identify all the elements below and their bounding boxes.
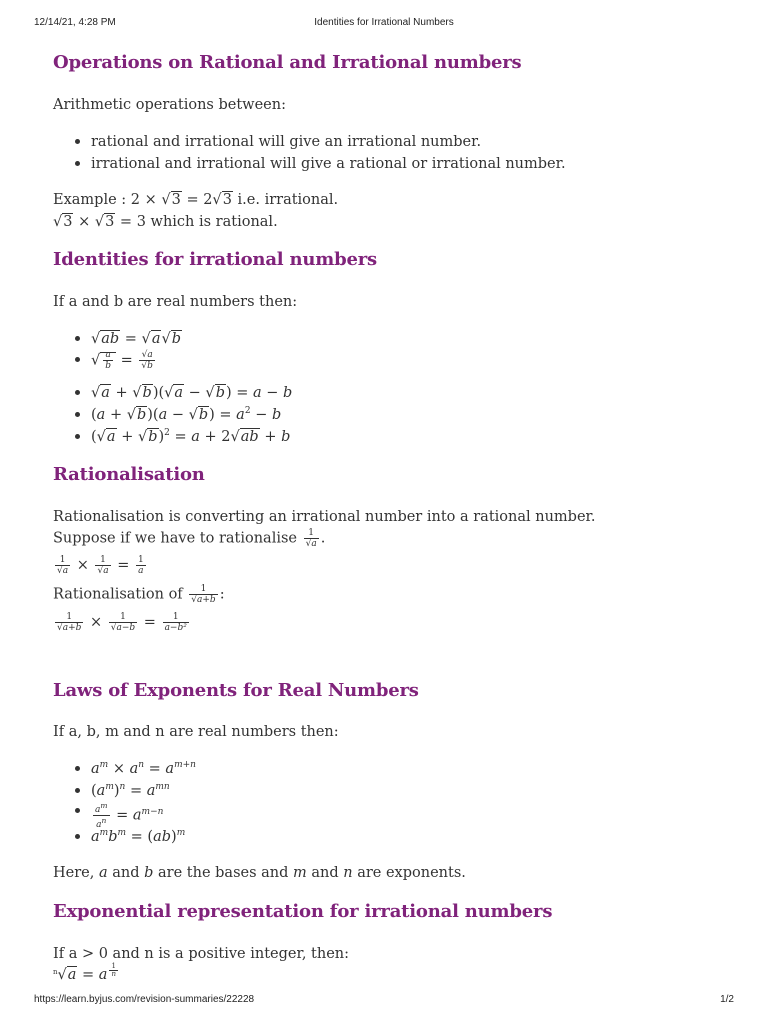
list-item: rational and irrational will give an irrational number. (91, 132, 481, 152)
exponential-formula: $^n$√a = a $^{\frac{1}{n}}$ (53, 962, 116, 983)
identities-intro: If a and b are real numbers then: (53, 294, 298, 310)
identity-formula: √ $\frac{a}{b}$ = $\frac{√a}{√b}$ (91, 350, 157, 371)
bullet-dot (75, 161, 80, 166)
exponential-intro: If a > 0 and n is a positive integer, then: (53, 946, 350, 962)
operations-intro: Arithmetic operations between: (53, 97, 286, 113)
rationalisation-formula-2: $\frac{1}{√a+b}$ × $\frac{1}{√a-b}$ = $\frac{1}{\text{a−b²}}$ (57, 612, 187, 633)
exponent-law: $\frac{a^m}{a^n}$ = $a^{m-n}$ (91, 801, 163, 830)
bullet-dot (75, 139, 80, 144)
heading-rationalisation: Rationalisation (53, 464, 205, 485)
list-item: irrational and irrational will give a rational or irrational number. (91, 154, 566, 174)
rationalisation-suppose: Suppose if we have to rationalise $\frac{1}{√a}$ . (53, 528, 326, 549)
exponent-law: $a^mb^m = (ab)^m$ (91, 827, 185, 849)
print-footer (34, 994, 734, 1008)
identity-formula: $(√a + √b)^2 = a + 2√ab + b$ (91, 427, 290, 449)
heading-exponents: Laws of Exponents for Real Numbers (53, 680, 419, 701)
rationalisation-of: Rationalisation of $\frac{1}{√a+b}$ : (53, 584, 225, 605)
page-url[interactable]: https://learn.byjus.com/revision-summaries/22228 (34, 994, 255, 1005)
print-datetime: 12/14/21, 4:28 PM (34, 17, 116, 28)
heading-operations: Operations on Rational and Irrational numbers (53, 52, 522, 73)
page-number: 1/2 (720, 994, 734, 1005)
exponent-law: $a^m \times a^n = a^{m+n}$ (91, 759, 196, 781)
heading-identities: Identities for irrational numbers (53, 249, 377, 270)
rationalisation-formula: $\frac{1}{√a}$ × $\frac{1}{√a}$ = $\frac{1}{a}$ (57, 555, 144, 576)
identity-formula: √a + √b)(√a − √b) = a − b (91, 383, 292, 403)
heading-exponential: Exponential representation for irrational numbers (53, 901, 553, 922)
exponent-law: $(a^m)^n = a^{mn}$ (91, 781, 170, 803)
identity-formula: √ab = √a√b (91, 329, 182, 349)
print-header (34, 17, 734, 31)
rationalisation-definition: Rationalisation is converting an irrational number into a rational number. (53, 509, 596, 525)
example-line: Example : 2 × √3 = 2√3 i.e. irrational. (53, 192, 339, 208)
exponents-note: Here, a and b are the bases and m and n are exponents. (53, 865, 466, 881)
identity-formula: $(a + √b)(a - √b) = a^2 - b$ (91, 405, 281, 427)
example-line-2: √3 × √3 = 3 which is rational. (53, 214, 278, 230)
exponents-intro: If a, b, m and n are real numbers then: (53, 724, 339, 740)
print-title: Identities for Irrational Numbers (314, 17, 454, 28)
